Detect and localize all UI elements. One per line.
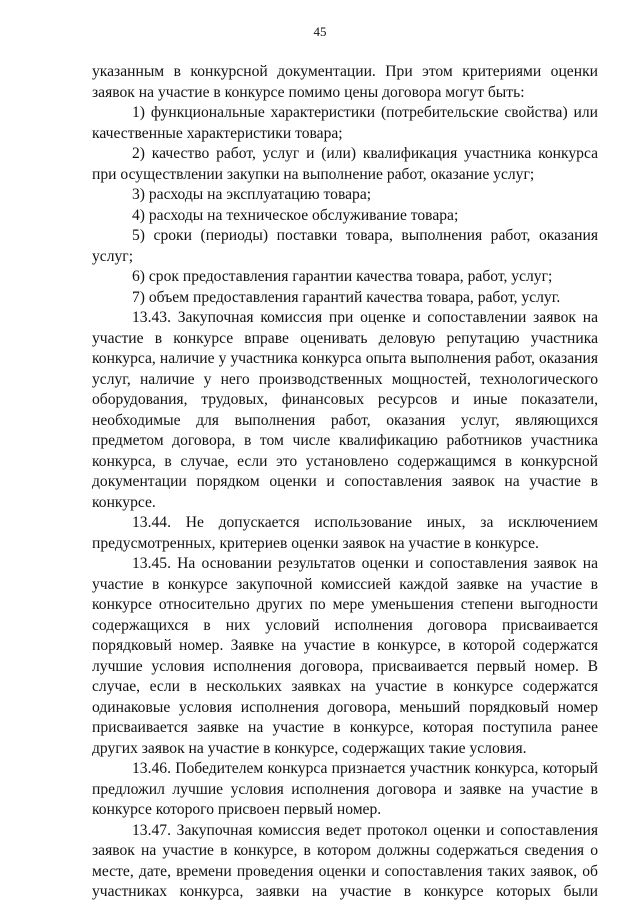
criteria-item-1: 1) функциональные характеристики (потребительские свойства) или качественные характеристики товара; bbox=[92, 104, 598, 142]
clause-13-46: 13.46. Победителем конкурса признается участник конкурса, который предложил лучшие условия исполнения договора и заявке на участие в конкурсе которого присвоен первый номер. bbox=[92, 760, 598, 818]
clause-13-43: 13.43. Закупочная комиссия при оценке и сопоставлении заявок на участие в конкурсе вправе оценивать деловую репутацию участника конкурса, наличие у участника конкурса опыта выполнения работ, оказания услуг, наличие у него производственных мощностей, технологического оборудования, трудовых, финансовых ресурсов и иные показатели, необходимые для выполнения работ, оказания услуг, являющихся предметом договора, в том числе квалификацию работников участника конкурса, в случае, если это установлено содержащимся в конкурсной документации порядком оценки и сопоставления заявок на участие в конкурсе. bbox=[92, 309, 598, 511]
clause-13-45: 13.45. На основании результатов оценки и сопоставления заявок на участие в конкурсе закупочной комиссией каждой заявке на участие в конкурсе относительно других по мере уменьшения степени выгодности содержащихся в них условий исполнения договора присваивается порядковый номер. Заявке на участие в конкурсе, в которой содержатся лучшие условия исполнения договора, присваивается первый номер. В случае, если в нескольких заявках на участие в конкурсе содержатся одинаковые условия исполнения договора, меньший порядковый номер присваивается заявке на участие в конкурсе, которая поступила ранее других заявок на участие в конкурсе, содержащих такие условия. bbox=[92, 555, 598, 757]
criteria-item-4: 4) расходы на техническое обслуживание товара; bbox=[132, 206, 459, 224]
criteria-item-6: 6) срок предоставления гарантии качества товара, работ, услуг; bbox=[132, 268, 553, 285]
page-number: 45 bbox=[313, 24, 327, 39]
clause-13-47: 13.47. Закупочная комиссия ведет протокол оценки и сопоставления заявок на участие в конкурсе, в котором должны содержаться сведения о месте, дате, времени проведения оценки и сопоставления таких заявок, об участниках конкурса, заявки на участие в конкурсе которых были bbox=[92, 821, 598, 900]
criteria-item-2: 2) качество работ, услуг и (или) квалификация участника конкурса при осуществлении закупки на выполнение работ, оказание услуг; bbox=[92, 145, 598, 183]
paragraph-continuation: указанным в конкурсной документации. При этом критериями оценки заявок на участие в конкурсе помимо цены договора могут быть: bbox=[92, 63, 598, 101]
criteria-item-5: 5) сроки (периоды) поставки товара, выполнения работ, оказания услуг; bbox=[92, 227, 598, 265]
clause-13-44: 13.44. Не допускается использование иных, за исключением предусмотренных, критериев оценки заявок на участие в конкурсе. bbox=[92, 514, 598, 552]
criteria-item-3: 3) расходы на эксплуатацию товара; bbox=[132, 186, 372, 203]
document-body bbox=[92, 62, 598, 903]
criteria-item-7: 7) объем предоставления гарантий качества товара, работ, услуг. bbox=[132, 288, 561, 306]
